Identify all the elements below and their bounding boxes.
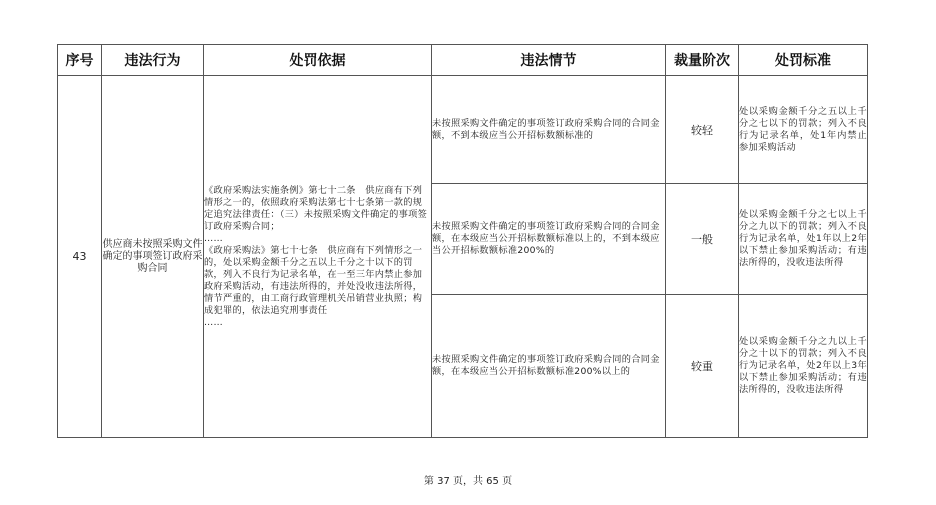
header-level: 裁量阶次 — [666, 45, 739, 76]
circumstance-general: 未按照采购文件确定的事项签订政府采购合同的合同金额，在本级应当公开招标数额标准以上的，不到本级应当公开招标数额标准200%的 — [432, 184, 666, 295]
row-violation: 供应商未按照采购文件确定的事项签订政府采购合同 — [102, 76, 204, 438]
row-basis — [204, 76, 432, 438]
circumstance-severe: 未按照采购文件确定的事项签订政府采购合同的合同金额，在本级应当公开招标数额标准200%以上的 — [432, 295, 666, 438]
standard-severe: 处以采购金额千分之九以上千分之十以下的罚款；列入不良行为记录名单，处2年以上3年以下禁止参加采购活动；有违法所得的，没收违法所得 — [739, 295, 868, 438]
level-minor: 较轻 — [666, 76, 739, 184]
row-seq: 43 — [58, 76, 102, 438]
page-footer: 第 37 页，共 65 页 — [423, 476, 513, 487]
header-standard: 处罚标准 — [739, 45, 868, 76]
header-seq: 序号 — [58, 45, 102, 76]
header-circumstance: 违法情节 — [432, 45, 666, 76]
level-severe: 较重 — [666, 295, 739, 438]
header-row — [58, 45, 868, 76]
standard-general: 处以采购金额千分之七以上千分之九以下的罚款；列入不良行为记录名单，处1年以上2年以下禁止参加采购活动；有违法所得的，没收违法所得 — [739, 184, 868, 295]
level-general: 一般 — [666, 184, 739, 295]
standard-minor: 处以采购金额千分之五以上千分之七以下的罚款；列入不良行为记录名单，处1年内禁止参加采购活动 — [739, 76, 868, 184]
header-basis: 处罚依据 — [204, 45, 432, 76]
penalty-table — [57, 44, 868, 438]
circumstance-minor: 未按照采购文件确定的事项签订政府采购合同的合同金额，不到本级应当公开招标数额标准的 — [432, 76, 666, 184]
header-violation: 违法行为 — [102, 45, 204, 76]
table-row — [58, 76, 868, 184]
basis-text: 《政府采购法实施条例》第七十二条 供应商有下列情形之一的，依照政府采购法第七十七条第一款的规定追究法律责任：（三）未按照采购文件确定的事项签订政府采购合同； …… 《政府采购法》第七十七条 供应商有下列情形之一的，处以采购金额千分之五以上千分之十以下的罚款，列入不良行为记录名单，在一至三年内禁止参加政府采购活动，有违法所得的，并处没收违法所得，情节严重的，由工商行政管理机关吊销营业执照；构成犯罪的，依法追究刑事责任 …… — [204, 184, 428, 328]
